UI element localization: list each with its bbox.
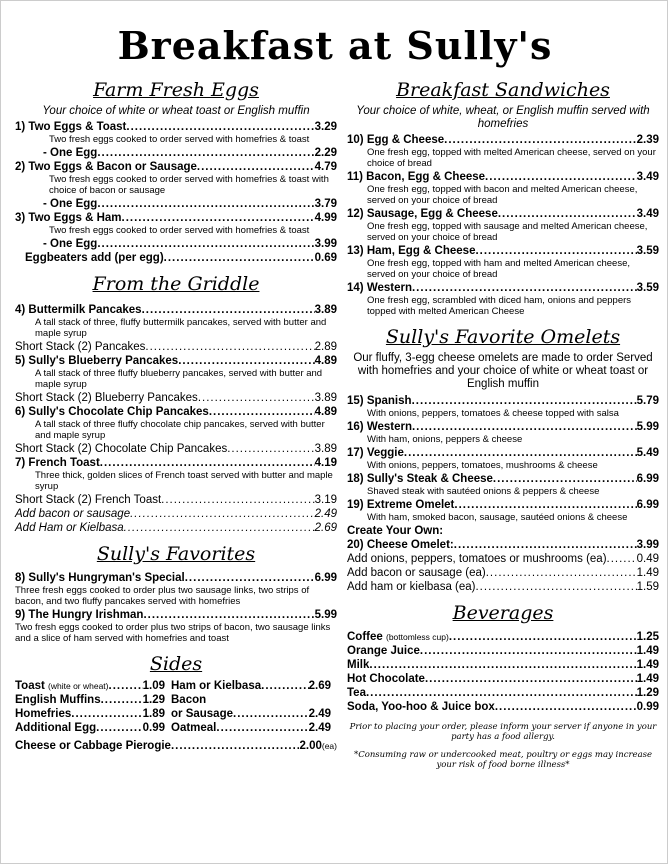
item-description: A tall stack of three fluffy chocolate chip pancakes, served with butter and maple syrup — [35, 419, 325, 441]
eggs-intro: Your choice of white or wheat toast or English muffin — [42, 105, 310, 117]
menu-item: 20) Cheese Omelet: ..... 3.99 — [347, 538, 659, 552]
menu-item: 18) Sully's Steak & Cheese ..... 6.99 — [347, 472, 659, 486]
addon-row: Add onions, peppers, tomatoes or mushrooms (ea) ..... 0.49 — [347, 552, 659, 566]
short-stack-row: Short Stack (2) Pancakes ..... 2.89 — [15, 340, 337, 354]
item-description: Two fresh eggs cooked to order plus two strips of bacon, two sausage links and a slice of ham served with homefries and toast — [15, 622, 331, 644]
menu-item: 6) Sully's Chocolate Chip Pancakes ..... 4.89 — [15, 405, 337, 419]
menu-item: 10) Egg & Cheese ..... 2.39 — [347, 133, 659, 147]
side-item: Oatmeal ..... 2.49 — [171, 721, 331, 735]
side-item: English Muffins ..... 1.29 — [15, 693, 165, 707]
addon-row: Add Ham or Kielbasa ..... 2.69 — [15, 521, 337, 535]
menu-title: Breakfast at Sully's — [117, 23, 553, 68]
side-item: Bacon — [171, 694, 207, 706]
menu-item: 15) Spanish ..... 5.79 — [347, 394, 659, 408]
menu-item: 19) Extreme Omelet ..... 6.99 — [347, 498, 659, 512]
item-description: With onions, peppers, tomatoes & cheese topped with salsa — [367, 408, 619, 419]
item-description: Two fresh eggs cooked to order served with homefries & toast with choice of bacon or sausage — [49, 174, 329, 196]
menu-item: 12) Sausage, Egg & Cheese ..... 3.49 — [347, 207, 659, 221]
short-stack-row: Short Stack (2) French Toast ..... 3.19 — [15, 493, 337, 507]
beverage-item: Coffee (bottomless cup) ..... 1.25 — [347, 630, 659, 644]
menu-item: 4) Buttermilk Pancakes ..... 3.89 — [15, 303, 337, 317]
short-stack-row: Short Stack (2) Blueberry Pancakes ..... 3.89 — [15, 391, 337, 405]
menu-item: 14) Western ..... 3.59 — [347, 281, 659, 295]
menu-subitem: - One Egg ..... 3.99 — [15, 237, 337, 251]
side-item: Additional Egg ..... 0.99 — [15, 721, 165, 735]
side-item: Ham or Kielbasa ..... 2.69 — [171, 679, 331, 693]
beverage-item: Soda, Yoo-hoo & Juice box ..... 0.99 — [347, 700, 659, 714]
short-stack-row: Short Stack (2) Chocolate Chip Pancakes ..... 3.89 — [15, 442, 337, 456]
sides-grid — [15, 679, 337, 735]
section-heading-sandwiches: Breakfast Sandwiches — [396, 79, 610, 101]
sandwiches-intro: Your choice of white, wheat, or English muffin served with homefries — [356, 105, 650, 130]
addon-row: Add ham or kielbasa (ea) ..... 1.59 — [347, 580, 659, 594]
section-heading-griddle: From the Griddle — [92, 273, 260, 295]
allergy-note: Prior to placing your order, please inform your server if anyone in your party has a food allergy. — [349, 722, 657, 742]
item-description: With ham, smoked bacon, sausage, sautéed onions & cheese — [367, 512, 628, 523]
section-heading-eggs: Farm Fresh Eggs — [93, 79, 259, 101]
menu-item: 16) Western ..... 5.99 — [347, 420, 659, 434]
eggbeaters-row: Eggbeaters add (per egg) ..... 0.69 — [15, 251, 337, 265]
item-description: One fresh egg, topped with melted American cheese, served on your choice of bread — [367, 147, 656, 169]
item-description: One fresh egg, topped with ham and melted American cheese, served on your choice of bread — [367, 258, 630, 280]
item-description: One fresh egg, topped with sausage and melted American cheese, served on your choice of bread — [367, 221, 648, 243]
beverage-item: Tea ..... 1.29 — [347, 686, 659, 700]
section-heading-sides: Sides — [149, 653, 203, 675]
menu-item: 3) Two Eggs & Ham ..... 4.99 — [15, 211, 337, 225]
menu-subitem: - One Egg ..... 2.29 — [15, 146, 337, 160]
addon-row: Add bacon or sausage ..... 2.49 — [15, 507, 337, 521]
side-item: Toast (white or wheat) ..... 1.09 — [15, 679, 165, 693]
menu-item: 8) Sully's Hungryman's Special ..... 6.99 — [15, 571, 337, 585]
beverage-item: Hot Chocolate ..... 1.49 — [347, 672, 659, 686]
item-description: Two fresh eggs cooked to order served with homefries & toast — [49, 225, 310, 236]
menu-item: 17) Veggie ..... 5.49 — [347, 446, 659, 460]
right-column — [347, 79, 659, 770]
beverage-item: Milk ..... 1.49 — [347, 658, 659, 672]
section-heading-favorites: Sully's Favorites — [96, 543, 256, 565]
menu-item: 11) Bacon, Egg & Cheese ..... 3.49 — [347, 170, 659, 184]
section-heading-omelets: Sully's Favorite Omelets — [385, 326, 621, 348]
item-description: With ham, onions, peppers & cheese — [367, 434, 523, 445]
left-column — [15, 79, 337, 753]
omelets-intro: Our fluffy, 3-egg cheese omelets are made to order Served with homefries and your choice of white or wheat toast or English muffin — [353, 352, 653, 390]
menu-subitem: - One Egg ..... 3.79 — [15, 197, 337, 211]
item-description: A tall stack of three, fluffy buttermilk pancakes, served with butter and maple syrup — [35, 317, 327, 339]
item-description: One fresh egg, topped with bacon and melted American cheese, served on your choice of bread — [367, 184, 638, 206]
menu-item: 2) Two Eggs & Bacon or Sausage ..... 4.79 — [15, 160, 337, 174]
menu-item: 13) Ham, Egg & Cheese ..... 3.59 — [347, 244, 659, 258]
item-description: Three fresh eggs cooked to order plus two sausage links, two strips of bacon, and two fluffy pancakes served with homefries — [15, 585, 310, 607]
beverage-item: Orange Juice ..... 1.49 — [347, 644, 659, 658]
pierogie-row: Cheese or Cabbage Pierogie ..... 2.00(ea) — [15, 739, 337, 753]
menu-item: 1) Two Eggs & Toast ..... 3.29 — [15, 120, 337, 134]
item-description: One fresh egg, scrambled with diced ham, onions and peppers topped with melted American Cheese — [367, 295, 632, 317]
side-item: Homefries ..... 1.89 — [15, 707, 165, 721]
create-your-own-label: Create Your Own: — [347, 525, 444, 537]
section-heading-beverages: Beverages — [452, 602, 554, 624]
item-description: A tall stack of three fluffy blueberry pancakes, served with butter and maple syrup — [35, 368, 323, 390]
item-description: Shaved steak with sautéed onions & peppers & cheese — [367, 486, 600, 497]
menu-item: 5) Sully's Blueberry Pancakes ..... 4.89 — [15, 354, 337, 368]
item-description: Two fresh eggs cooked to order served with homefries & toast — [49, 134, 310, 145]
item-description: Three thick, golden slices of French toast served with butter and maple syrup — [35, 470, 333, 492]
item-description: With onions, peppers, tomatoes, mushrooms & cheese — [367, 460, 598, 471]
menu-item: 9) The Hungry Irishman ..... 5.99 — [15, 608, 337, 622]
consumption-warning: *Consuming raw or undercooked meat, poultry or eggs may increase your risk of food borne illness* — [353, 750, 653, 770]
menu-item: 7) French Toast ..... 4.19 — [15, 456, 337, 470]
addon-row: Add bacon or sausage (ea) ..... 1.49 — [347, 566, 659, 580]
side-item: or Sausage ..... 2.49 — [171, 707, 331, 721]
